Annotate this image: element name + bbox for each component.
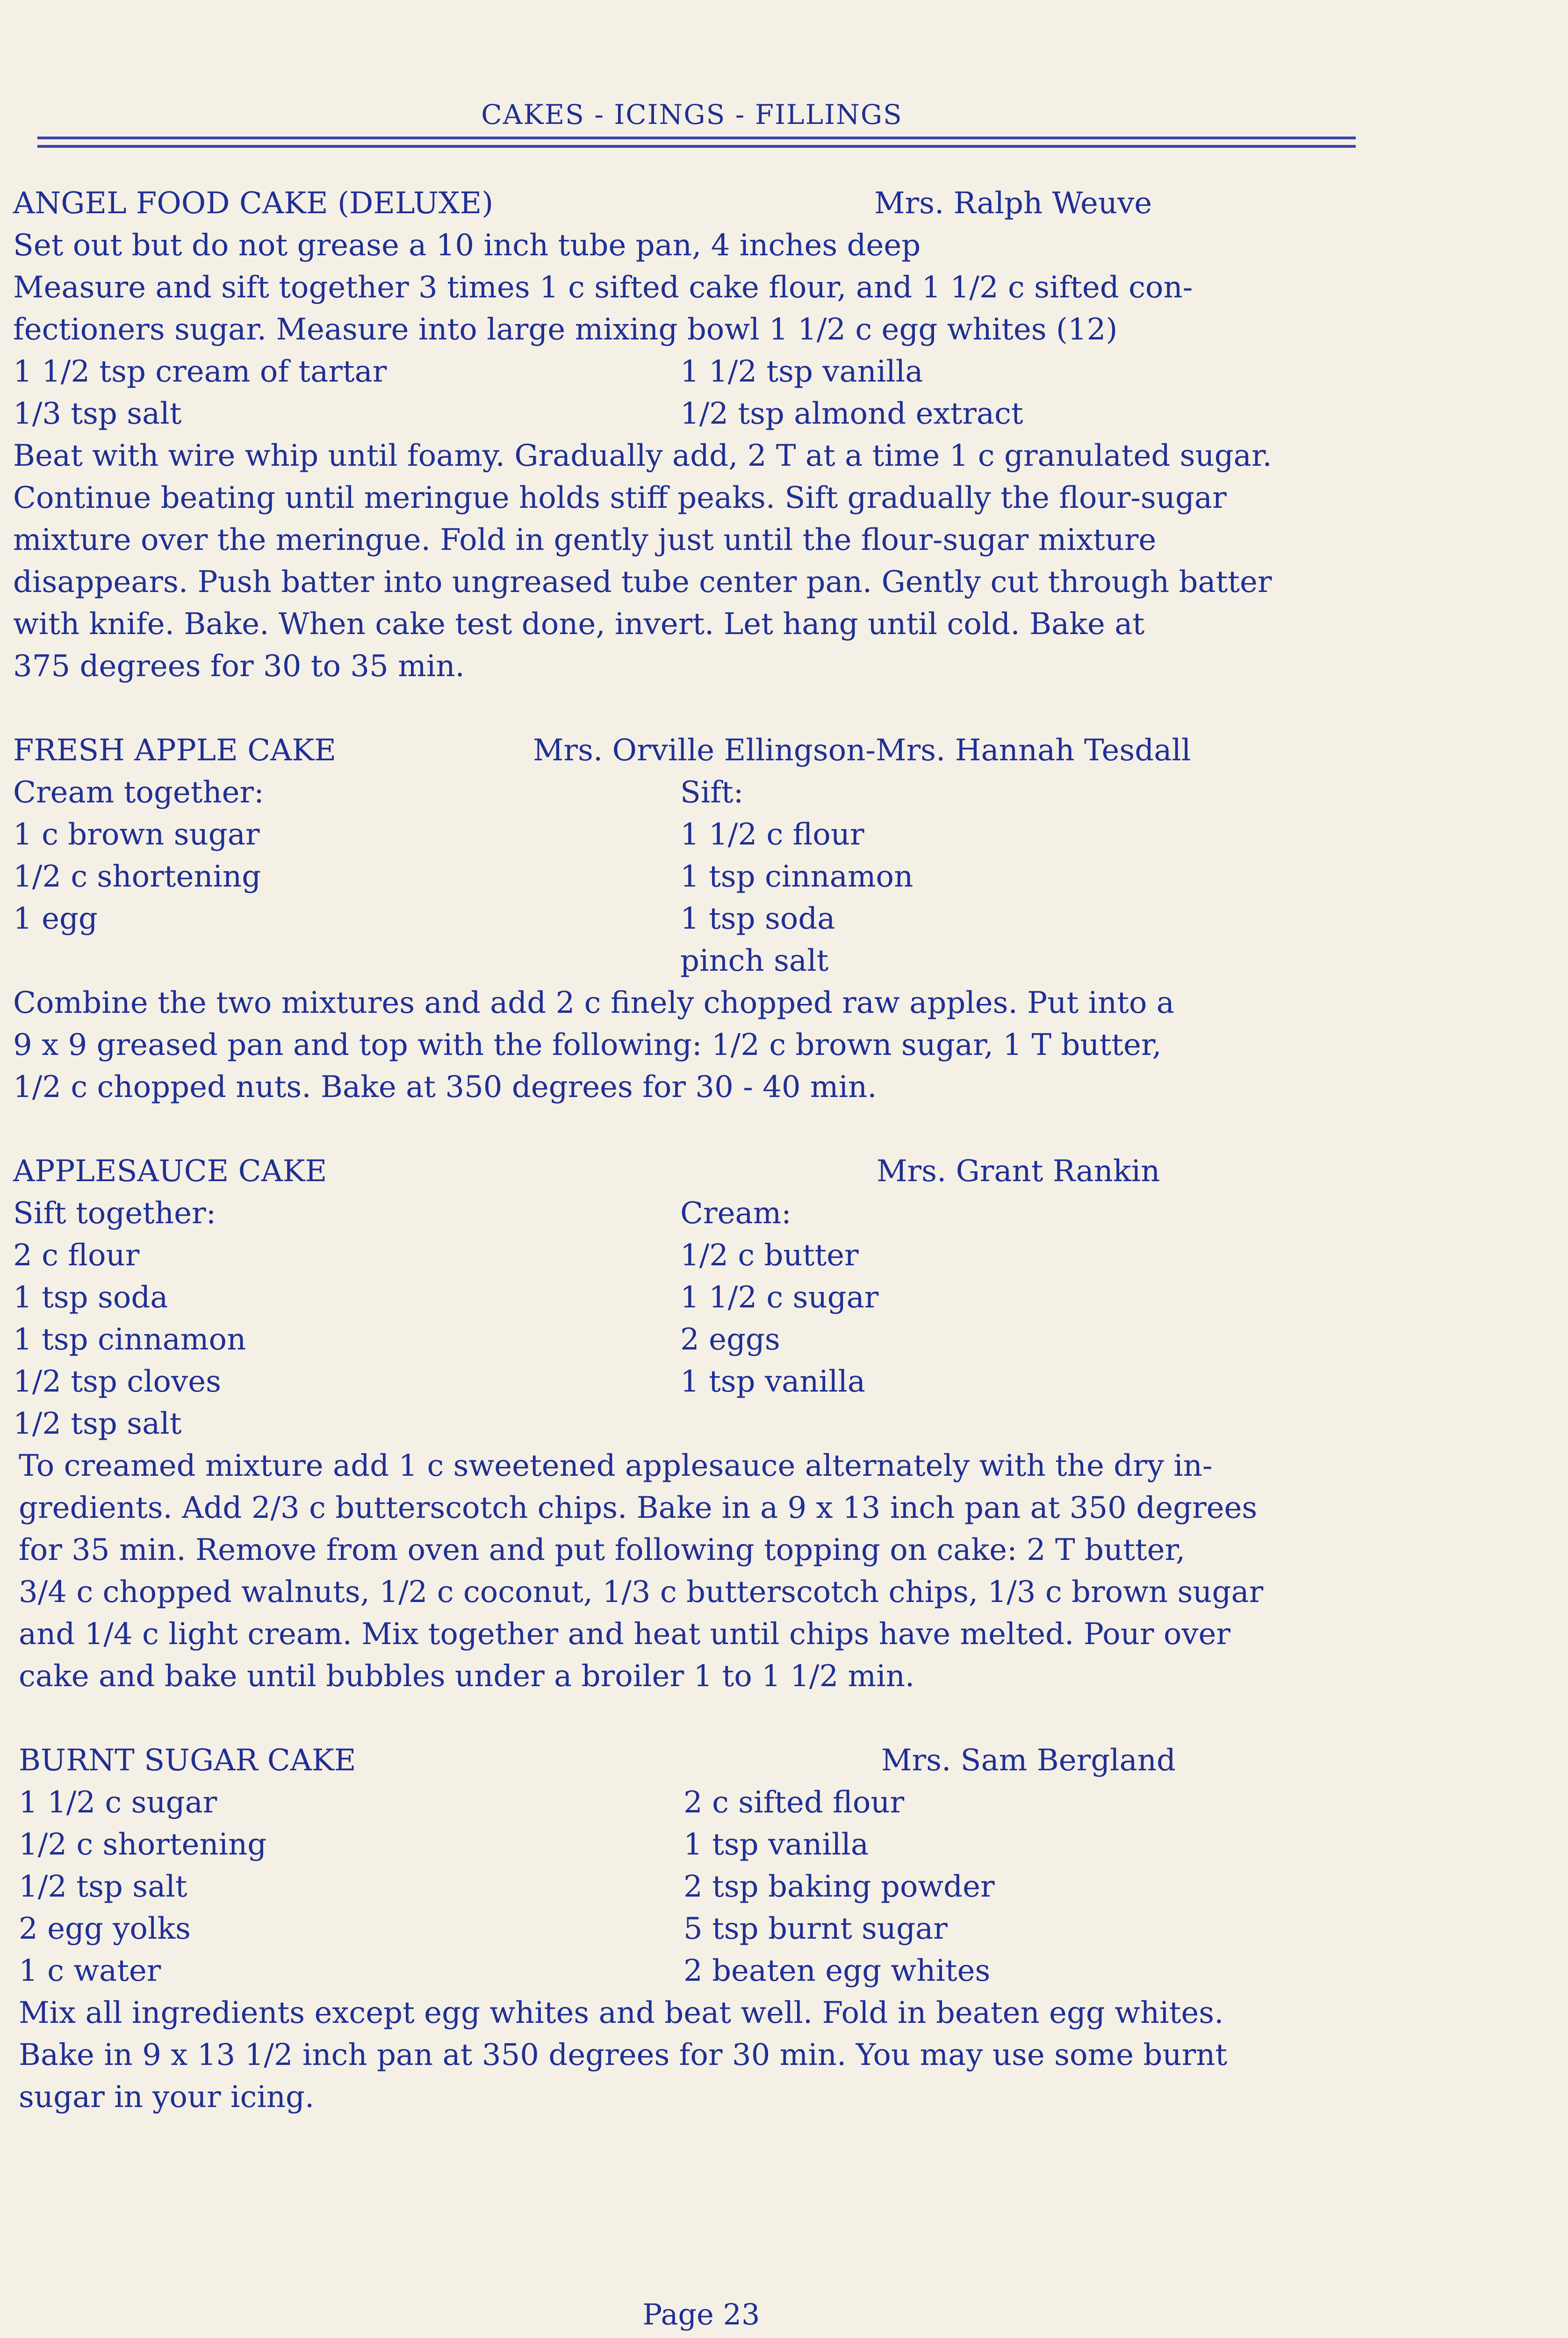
ingredient-left: 1/2 tsp salt	[19, 1869, 187, 1904]
ingredient-right: 1 1/2 tsp vanilla	[680, 354, 923, 389]
direction-line: with knife. Bake. When cake test done, invert. Let hang until cold. Bake at	[13, 607, 1145, 642]
direction-line: disappears. Push batter into ungreased tube center pan. Gently cut through batter	[13, 565, 1272, 599]
recipe-title: APPLESAUCE CAKE	[13, 1154, 327, 1189]
ingredient-right: 2 eggs	[680, 1322, 780, 1357]
ingredient-right: Cream:	[680, 1196, 791, 1231]
ingredient-left: 1 c brown sugar	[13, 817, 260, 852]
recipe-title: ANGEL FOOD CAKE (DELUXE)	[13, 186, 494, 221]
direction-line: 375 degrees for 30 to 35 min.	[13, 649, 465, 684]
ingredient-left: 2 egg yolks	[19, 1912, 191, 1946]
header-rule-top	[37, 137, 1356, 139]
ingredient-right: Sift:	[680, 775, 744, 810]
ingredient-right: pinch salt	[680, 944, 829, 978]
direction-line: gredients. Add 2/3 c butterscotch chips. Bake in a 9 x 13 inch pan at 350 degrees	[19, 1491, 1258, 1525]
ingredient-right: 2 c sifted flour	[683, 1785, 905, 1820]
intro-line: Measure and sift together 3 times 1 c sifted cake flour, and 1 1/2 c sifted con-	[13, 270, 1193, 305]
ingredient-right: 1/2 c butter	[680, 1238, 859, 1273]
direction-line: Bake in 9 x 13 1/2 inch pan at 350 degrees for 30 min. You may use some burnt	[19, 2038, 1228, 2072]
ingredient-right: 1 tsp soda	[680, 902, 835, 936]
ingredient-right: 1 tsp cinnamon	[680, 859, 913, 894]
direction-line: Beat with wire whip until foamy. Gradually add, 2 T at a time 1 c granulated sugar.	[13, 439, 1272, 473]
direction-line: 3/4 c chopped walnuts, 1/2 c coconut, 1/3 c butterscotch chips, 1/3 c brown sugar	[19, 1575, 1264, 1609]
ingredient-left: 1/2 tsp salt	[13, 1407, 182, 1441]
recipe-contributor: Mrs. Ralph Weuve	[874, 186, 1152, 221]
ingredient-left: 1 1/2 c sugar	[19, 1785, 217, 1820]
ingredient-left: 1/2 c shortening	[13, 859, 261, 894]
ingredient-left: 1 tsp cinnamon	[13, 1322, 246, 1357]
ingredient-right: 1/2 tsp almond extract	[680, 397, 1023, 431]
direction-line: sugar in your icing.	[19, 2080, 315, 2114]
direction-line: 1/2 c chopped nuts. Bake at 350 degrees for 30 - 40 min.	[13, 1070, 877, 1104]
ingredient-left: Cream together:	[13, 775, 264, 810]
direction-line: cake and bake until bubbles under a broiler 1 to 1 1/2 min.	[19, 1659, 915, 1694]
header-rule-bottom	[37, 145, 1356, 148]
ingredient-left: 1 egg	[13, 902, 98, 936]
ingredient-right: 2 beaten egg whites	[683, 1954, 991, 1988]
recipe-contributor: Mrs. Orville Ellingson-Mrs. Hannah Tesdall	[533, 733, 1191, 768]
ingredient-left: 1 1/2 tsp cream of tartar	[13, 354, 387, 389]
ingredient-right: 2 tsp baking powder	[683, 1869, 995, 1904]
direction-line: Combine the two mixtures and add 2 c finely chopped raw apples. Put into a	[13, 986, 1174, 1020]
ingredient-left: 1/2 c shortening	[19, 1827, 267, 1862]
recipe-contributor: Mrs. Sam Bergland	[881, 1743, 1176, 1778]
direction-line: Continue beating until meringue holds stiff peaks. Sift gradually the flour-sugar	[13, 481, 1227, 515]
page-number: Page 23	[642, 2297, 760, 2331]
intro-line: Set out but do not grease a 10 inch tube pan, 4 inches deep	[13, 228, 921, 263]
ingredient-left: 1/3 tsp salt	[13, 397, 182, 431]
recipe-title: BURNT SUGAR CAKE	[19, 1743, 356, 1778]
ingredient-left: Sift together:	[13, 1196, 216, 1231]
ingredient-right: 1 tsp vanilla	[683, 1827, 869, 1862]
direction-line: mixture over the meringue. Fold in gently just until the flour-sugar mixture	[13, 523, 1157, 557]
direction-line: and 1/4 c light cream. Mix together and heat until chips have melted. Pour over	[19, 1617, 1230, 1652]
ingredient-left: 2 c flour	[13, 1238, 140, 1273]
ingredient-left: 1/2 tsp cloves	[13, 1364, 221, 1399]
ingredient-right: 5 tsp burnt sugar	[683, 1912, 948, 1946]
ingredient-right: 1 1/2 c flour	[680, 817, 864, 852]
direction-line: Mix all ingredients except egg whites and beat well. Fold in beaten egg whites.	[19, 1996, 1224, 2030]
ingredient-right: 1 tsp vanilla	[680, 1364, 866, 1399]
direction-line: To creamed mixture add 1 c sweetened applesauce alternately with the dry in-	[19, 1449, 1213, 1483]
direction-line: 9 x 9 greased pan and top with the following: 1/2 c brown sugar, 1 T butter,	[13, 1028, 1162, 1062]
direction-line: for 35 min. Remove from oven and put following topping on cake: 2 T butter,	[19, 1533, 1186, 1567]
recipe-title: FRESH APPLE CAKE	[13, 733, 336, 768]
page-header: CAKES - ICINGS - FILLINGS	[481, 99, 903, 130]
intro-line: fectioners sugar. Measure into large mixing bowl 1 1/2 c egg whites (12)	[13, 312, 1118, 347]
ingredient-left: 1 tsp soda	[13, 1280, 168, 1315]
recipe-contributor: Mrs. Grant Rankin	[877, 1154, 1160, 1189]
ingredient-left: 1 c water	[19, 1954, 161, 1988]
ingredient-right: 1 1/2 c sugar	[680, 1280, 879, 1315]
